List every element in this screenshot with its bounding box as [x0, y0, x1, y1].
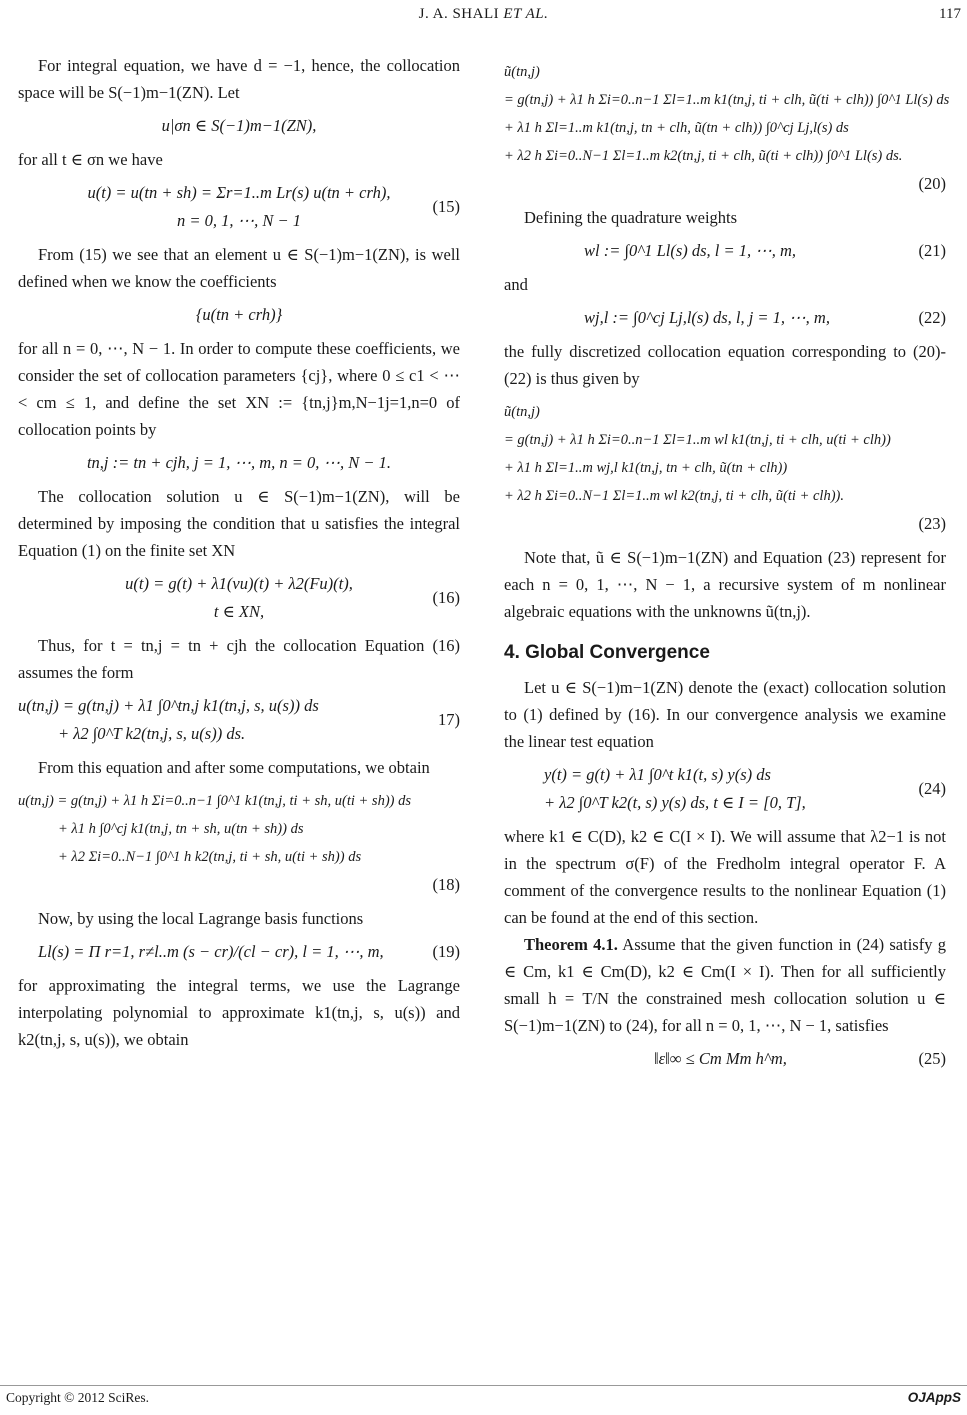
- equation-number: (24): [918, 779, 946, 798]
- equation-20: [504, 58, 950, 198]
- author-name: J. A. SHALI: [418, 6, 500, 22]
- equation-line: = g(tn,j) + λ1 h Σi=0..n−1 Σl=1..m wl k1(tn,j, ti + clh, u(ti + clh)): [504, 432, 891, 448]
- equation-number: (19): [432, 942, 460, 961]
- equation-number: (22): [918, 308, 946, 327]
- right-column: [504, 52, 950, 1079]
- equation: [18, 301, 460, 329]
- equation-number: (18): [432, 875, 460, 894]
- paragraph: From (15) we see that an element u ∈ S(−1)m−1(ZN), is well defined when we know the coefficients: [18, 245, 460, 291]
- equation-line: t ∈ XN,: [213, 602, 265, 621]
- paragraph: Thus, for t = tn,j = tn + cjh the collocation Equation (16) assumes the form: [18, 636, 460, 682]
- equation-24: [504, 761, 946, 817]
- equation-line: u(tn,j) = g(tn,j) + λ1 ∫0^tn,j k1(tn,j, s, u(s)) ds: [18, 696, 319, 715]
- et-al: ET AL.: [503, 6, 549, 22]
- equation-15: [18, 179, 460, 235]
- equation-line: ũ(tn,j): [504, 404, 540, 420]
- equation-line: + λ1 h Σl=1..m k1(tn,j, tn + clh, ũ(tn + clh)) ∫0^cj Lj,l(s) ds: [504, 120, 849, 136]
- equation: [18, 112, 460, 140]
- page-footer: [0, 1385, 967, 1409]
- equation-25: [504, 1045, 946, 1073]
- paragraph: For integral equation, we have d = −1, hence, the collocation space will be S(−1)m−1(ZN). Let: [18, 56, 460, 102]
- running-head: [0, 6, 967, 23]
- equation-line: u|σn ∈ S(−1)m−1(ZN),: [161, 116, 317, 135]
- equation-line: u(tn,j) = g(tn,j) + λ1 h Σi=0..n−1 ∫0^1 k1(tn,j, ti + sh, u(ti + sh)) ds: [18, 793, 412, 809]
- section-heading: 4. Global Convergence: [504, 642, 710, 663]
- equation-line: u(t) = u(tn + sh) = Σr=1..m Lr(s) u(tn + crh),: [87, 183, 391, 202]
- page-number: 117: [939, 6, 961, 22]
- equation-line: u(t) = g(t) + λ1(νu)(t) + λ2(Fu)(t),: [125, 574, 353, 593]
- equation-number: (21): [918, 241, 946, 260]
- journal-name: OJAppS: [907, 1390, 961, 1405]
- equation-16: [18, 570, 460, 626]
- left-column: [18, 52, 460, 1053]
- equation-line: + λ1 h Σl=1..m wj,l k1(tn,j, tn + clh, ũ(tn + clh)): [504, 460, 788, 476]
- equation-line: + λ2 h Σi=0..N−1 Σl=1..m k2(tn,j, ti + clh, ũ(ti + clh)) ∫0^1 Ll(s) ds.: [504, 148, 903, 164]
- theorem-text: Assume that the given function in (24) satisfy g ∈ Cm, k1 ∈ Cm(D), k2 ∈ Cm(I × I). Then for all sufficiently small h = T/N the constrained mesh collocation solution u ∈ S(−1)m−1(ZN) to (24), for all n = 0, 1, ⋯, N − 1, satisfies: [504, 935, 947, 1035]
- paragraph: for all t ∈ σn we have: [18, 150, 163, 169]
- equation-line: + λ2 h Σi=0..N−1 Σl=1..m wl k2(tn,j, ti + clh, ũ(ti + clh)).: [504, 488, 844, 504]
- equation-21: [504, 237, 946, 265]
- paragraph: From this equation and after some computations, we obtain: [38, 758, 430, 777]
- equation-line: + λ1 h ∫0^cj k1(tn,j, tn + sh, u(tn + sh)) ds: [58, 821, 304, 837]
- equation-17: [18, 692, 460, 748]
- equation-line: ‖ε‖∞ ≤ Cm Mm h^m,: [654, 1049, 787, 1068]
- paragraph: Now, by using the local Lagrange basis functions: [38, 909, 364, 928]
- equation-number: (25): [918, 1049, 946, 1068]
- paragraph: where k1 ∈ C(D), k2 ∈ C(I × I). We will assume that λ2−1 is not in the spectrum σ(F) of the Fredholm integral operator F. A comment of the convergence results to the nonlinear Equation (1) can be found at the end of this section.: [504, 827, 946, 927]
- theorem: [504, 931, 946, 1039]
- equation-line: y(t) = g(t) + λ1 ∫0^t k1(t, s) y(s) ds: [544, 765, 771, 784]
- paragraph: The collocation solution u ∈ S(−1)m−1(ZN), will be determined by imposing the condition that u satisfies the integral Equation (1) on the finite set XN: [18, 487, 460, 560]
- paragraph: Let u ∈ S(−1)m−1(ZN) denote the (exact) collocation solution to (1) defined by (16). In our convergence analysis we examine the linear test equation: [504, 678, 946, 751]
- equation-line: + λ2 ∫0^T k2(tn,j, s, u(s)) ds.: [58, 724, 246, 743]
- equation-line: + λ2 ∫0^T k2(t, s) y(s) ds, t ∈ I = [0, T],: [544, 793, 806, 812]
- paragraph: and: [504, 275, 528, 294]
- page-header: [0, 4, 967, 34]
- paragraph: for approximating the integral terms, we use the Lagrange interpolating polynomial to approximate k1(tn,j, s, u(s)) and k2(tn,j, s, u(s)), we obtain: [18, 976, 460, 1049]
- equation: [18, 449, 460, 477]
- theorem-title: Theorem 4.1.: [524, 935, 618, 954]
- equation-18: [18, 787, 460, 899]
- equation-line: wj,l := ∫0^cj Lj,l(s) ds, l, j = 1, ⋯, m,: [584, 308, 830, 327]
- equation-line: {u(tn + crh)}: [195, 305, 283, 324]
- paragraph: Defining the quadrature weights: [524, 208, 738, 227]
- paragraph: the fully discretized collocation equation corresponding to (20)-(22) is thus given by: [504, 342, 946, 388]
- equation-number: (23): [918, 514, 946, 533]
- equation-line: tn,j := tn + cjh, j = 1, ⋯, m, n = 0, ⋯, N − 1.: [86, 453, 392, 472]
- equation-line: n = 0, 1, ⋯, N − 1: [176, 211, 302, 230]
- equation-line: = g(tn,j) + λ1 h Σi=0..n−1 Σl=1..m k1(tn,j, ti + clh, ũ(ti + clh)) ∫0^1 Ll(s) ds: [504, 92, 950, 108]
- copyright-notice: Copyright © 2012 SciRes.: [6, 1390, 150, 1405]
- equation-line: + λ2 Σi=0..N−1 ∫0^1 h k2(tn,j, ti + sh, u(ti + sh)) ds: [58, 849, 362, 865]
- equation-line: ũ(tn,j): [504, 64, 540, 80]
- paragraph: Note that, ũ ∈ S(−1)m−1(ZN) and Equation (23) represent for each n = 0, 1, ⋯, N − 1, a recursive system of m nonlinear algebraic equations with the unknowns ũ(tn,j).: [504, 548, 946, 621]
- equation-22: [504, 304, 946, 332]
- equation-number: (20): [918, 174, 946, 193]
- equation-number: (15): [432, 197, 460, 216]
- equation-line: wl := ∫0^1 Ll(s) ds, l = 1, ⋯, m,: [584, 241, 797, 260]
- equation-line: Ll(s) = Π r=1, r≠l..m (s − cr)/(cl − cr), l = 1, ⋯, m,: [38, 942, 384, 961]
- equation-23: [504, 398, 946, 538]
- equation-number: (16): [432, 588, 460, 607]
- equation-19: [18, 938, 460, 966]
- equation-number: 17): [438, 710, 460, 729]
- paragraph: for all n = 0, ⋯, N − 1. In order to compute these coefficients, we consider the set of collocation parameters {cj}, where 0 ≤ c1 < ⋯ < cm ≤ 1, and define the set XN := {tn,j}m,N−1j=1,n=0 of collocation points by: [18, 339, 460, 439]
